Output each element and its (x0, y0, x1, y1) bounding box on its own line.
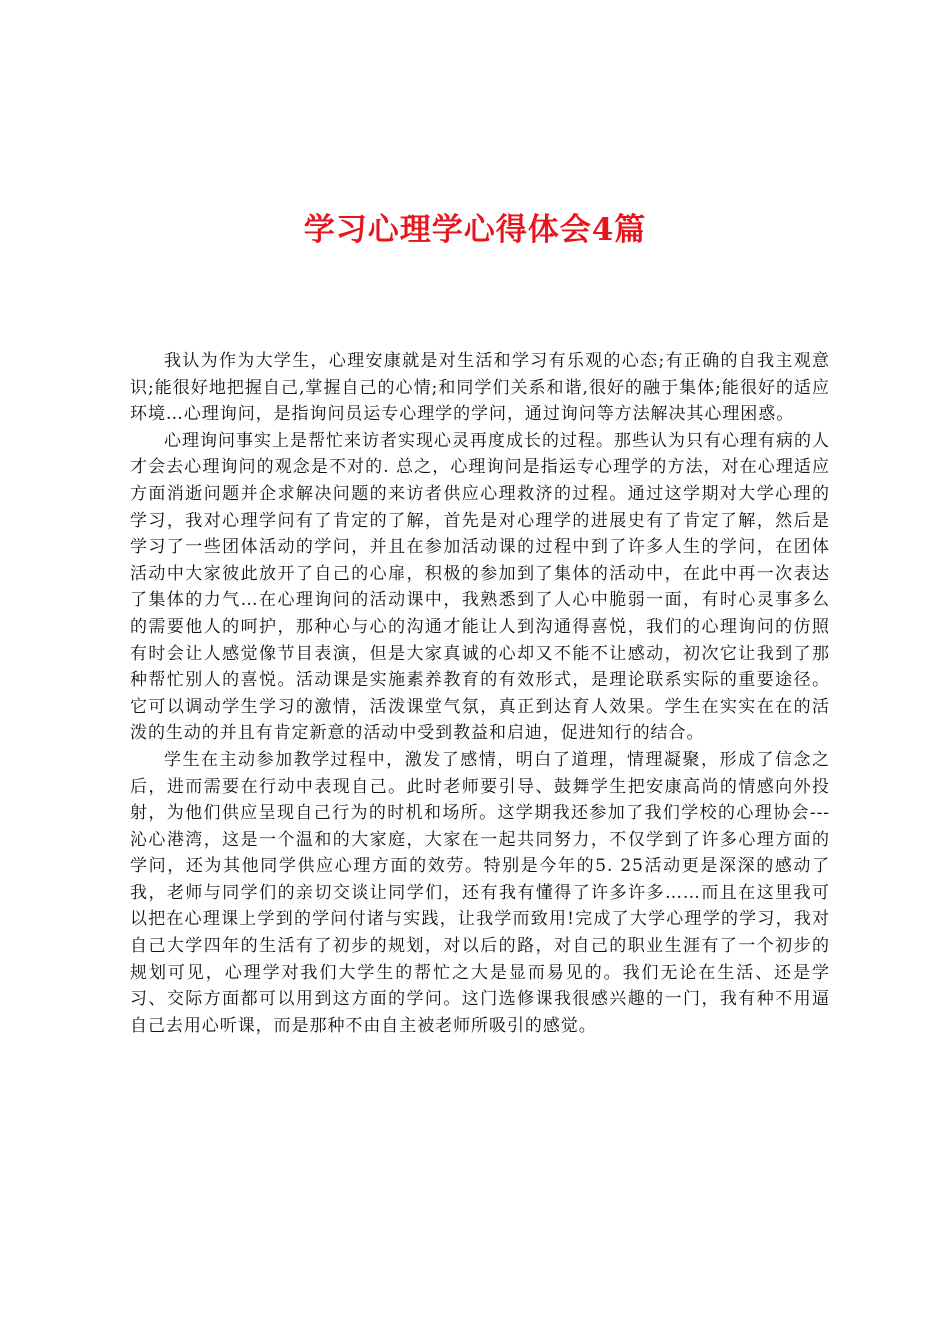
paragraph-2: 心理询问事实上是帮忙来访者实现心灵再度成长的过程。那些认为只有心理有病的人才会去心理询问的观念是不对的. 总之，心理询问是指运专心理学的方法，对在心理适应方面消逝问题并企求解决问题的来访者供应心理救济的过程。通过这学期对大学心理的学习，我对心理学问有了肯定的了解，首先是对心理学的进展史有了肯定了解，然后是学习了一些团体活动的学问，并且在参加活动课的过程中到了许多人生的学问，在团体活动中大家彼此放开了自己的心扉，积极的参加到了集体的活动中，在此中再一次表达了集体的力气…在心理询问的活动课中，我熟悉到了人心中脆弱一面，有时心灵事多么的需要他人的呵护，那种心与心的沟通才能让人到沟通得喜悦，我们的心理询问的仿照有时会让人感觉像节目表演，但是大家真诚的心却又不能不让感动，初次它让我到了那种帮忙别人的喜悦。活动课是实施素养教育的有效形式，是理论联系实际的重要途径。它可以调动学生学习的激情，活泼课堂气氛，真正到达育人效果。学生在实实在在的活泼的生动的并且有肯定新意的活动中受到教益和启迪，促进知行的结合。 (130, 430, 830, 744)
document-body (130, 348, 830, 1039)
paragraph-3: 学生在主动参加教学过程中，激发了感情，明白了道理，情理凝聚，形成了信念之后，进而需要在行动中表现自己。此时老师要引导、鼓舞学生把安康高尚的情感向外投射，为他们供应呈现自己行为的时机和场所。这学期我还参加了我们学校的心理协会---沁心港湾，这是一个温和的大家庭，大家在一起共同努力，不仅学到了许多心理方面的学问，还为其他同学供应心理方面的效劳。特别是今年的5. 25活动更是深深的感动了我，老师与同学们的亲切交谈让同学们，还有我有懂得了许多许多……而且在这里我可以把在心理课上学到的学问付诸与实践，让我学而致用!完成了大学心理学的学习，我对自己大学四年的生活有了初步的规划，对以后的路，对自己的职业生涯有了一个初步的规划可见，心理学对我们大学生的帮忙之大是显而易见的。我们无论在生活、还是学习、交际方面都可以用到这方面的学问。这门选修课我很感兴趣的一门，我有种不用逼自己去用心听课，而是那种不由自主被老师所吸引的感觉。 (130, 749, 830, 1036)
document-title: 学习心理学心得体会4篇 (303, 212, 647, 248)
paragraph-1: 我认为作为大学生，心理安康就是对生活和学习有乐观的心态;有正确的自我主观意识;能很好地把握自己,掌握自己的心情;和同学们关系和谐,很好的融于集体;能很好的适应环境…心理询问，是指询问员运专心理学的学问，通过询问等方法解决其心理困惑。 (130, 351, 830, 425)
